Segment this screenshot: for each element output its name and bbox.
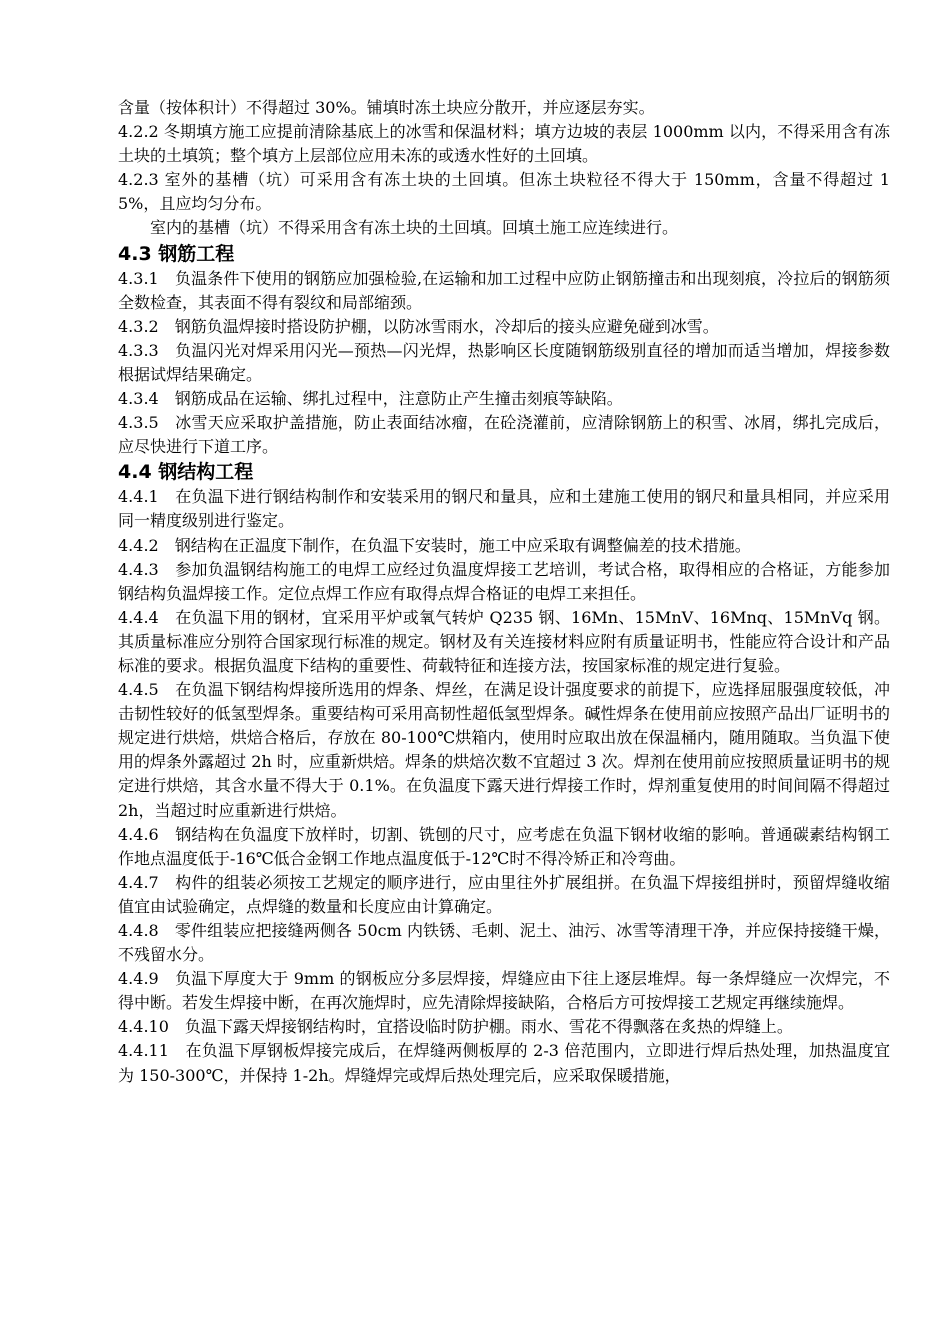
paragraph-4-4-6: 4.4.6 钢结构在负温度下放样时，切割、铣刨的尺寸，应考虑在负温下钢材收缩的影响。普通碳素结构钢工作地点温度低于-16℃低合金钢工作地点温度低于-12℃时不得冷矫正和冷弯曲。 — [118, 824, 890, 868]
document-page — [118, 96, 890, 1088]
paragraph-4-4-10: 4.4.10 负温下露天焊接钢结构时，宜搭设临时防护棚。雨水、雪花不得飘落在炙热的焊缝上。 — [118, 1017, 793, 1037]
paragraph-4-3-2: 4.3.2 钢筋负温焊接时搭设防护棚，以防冰雪雨水，冷却后的接头应避免碰到冰雪。 — [118, 316, 719, 336]
paragraph-4-4-9: 4.4.9 负温下厚度大于 9mm 的钢板应分多层焊接，焊缝应由下往上逐层堆焊。每一条焊缝应一次焊完，不得中断。若发生焊接中断，在再次施焊时，应先清除焊接缺陷，合格后方可按焊接工艺规定再继续施焊。 — [118, 969, 890, 1013]
paragraph-4-4-11: 4.4.11 在负温下厚钢板焊接完成后，在焊缝两侧板厚的 2-3 倍范围内，立即进行焊后热处理，加热温度宜为 150-300℃，并保持 1-2h。焊缝焊完或焊后热处理完后，应采取保暖措施， — [118, 1041, 890, 1085]
paragraph-4-4-2: 4.4.2 钢结构在正温度下制作，在负温下安装时，施工中应采取有调整偏差的技术措施。 — [118, 535, 751, 555]
paragraph-4-4-7: 4.4.7 构件的组装必须按工艺规定的顺序进行，应由里往外扩展组拼。在负温下焊接组拼时，预留焊缝收缩值宜由试验确定，点焊缝的数量和长度应由计算确定。 — [118, 872, 890, 916]
paragraph-4-4-5: 4.4.5 在负温下钢结构焊接所选用的焊条、焊丝，在满足设计强度要求的前提下，应选择屈服强度较低，冲击韧性较好的低氢型焊条。重要结构可采用高韧性超低氢型焊条。碱性焊条在使用前应按照产品出厂证明书的规定进行烘焙，烘焙合格后，存放在 80-100℃烘箱内，使用时应取出放在保温桶内，随用随取。当负温下使用的焊条外露超过 2h 时，应重新烘焙。焊条的烘焙次数不宜超过 3 次。焊剂在使用前应按照质量证明书的规定进行烘焙，其含水量不得大于 0.1%。在负温度下露天进行焊接工作时，焊剂重复使用的时间间隔不得超过 2h，当超过时应重新进行烘焙。 — [118, 680, 890, 820]
paragraph-4-4-4: 4.4.4 在负温下用的钢材，宜采用平炉或氧气转炉 Q235 钢、16Mn、15MnV、16Mnq、15MnVq 钢。其质量标准应分别符合国家现行标准的规定。钢材及有关连接材料应附有质量证明书，性能应符合设计和产品标准的要求。根据负温度下结构的重要性、荷载特征和连接方法，按国家标准的规定进行复验。 — [118, 607, 890, 675]
paragraph-4-3-3: 4.3.3 负温闪光对焊采用闪光—预热—闪光焊，热影响区长度随钢筋级别直径的增加而适当增加，焊接参数根据试焊结果确定。 — [118, 340, 890, 384]
paragraph-4-4-8: 4.4.8 零件组装应把接缝两侧各 50cm 内铁锈、毛刺、泥土、油污、冰雪等清理干净，并应保持接缝干燥，不残留水分。 — [118, 921, 890, 965]
paragraph-4-2-2: 4.2.2 冬期填方施工应提前清除基底上的冰雪和保温材料；填方边坡的表层 1000mm 以内，不得采用含有冻土块的土填筑；整个填方上层部位应用未冻的或透水性好的土回填。 — [118, 122, 890, 166]
paragraph-4-3-4: 4.3.4 钢筋成品在运输、绑扎过程中，注意防止产生撞击刻痕等缺陷。 — [118, 389, 623, 409]
paragraph-4-3-5: 4.3.5 冰雪天应采取护盖措施，防止表面结冰瘤，在砼浇灌前，应清除钢筋上的积雪、冰屑，绑扎完成后，应尽快进行下道工序。 — [118, 413, 890, 457]
section-heading-4-4: 4.4 钢结构工程 — [118, 461, 254, 484]
paragraph-4-4-3: 4.4.3 参加负温钢结构施工的电焊工应经过负温度焊接工艺培训，考试合格，取得相应的合格证，方能参加钢结构负温焊接工作。定位点焊工作应有取得点焊合格证的电焊工来担任。 — [118, 559, 890, 603]
paragraph-indoor-backfill: 室内的基槽（坑）不得采用含有冻土块的土回填。回填土施工应连续进行。 — [150, 218, 679, 238]
paragraph-continued: 含量（按体积计）不得超过 30%。铺填时冻土块应分散开，并应逐层夯实。 — [118, 98, 655, 117]
paragraph-4-2-3: 4.2.3 室外的基槽（坑）可采用含有冻土块的土回填。但冻土块粒径不得大于 150mm，含量不得超过 15%，且应均匀分布。 — [118, 170, 890, 214]
section-heading-4-3: 4.3 钢筋工程 — [118, 242, 235, 265]
paragraph-4-4-1: 4.4.1 在负温下进行钢结构制作和安装采用的钢尺和量具，应和土建施工使用的钢尺和量具相同，并应采用同一精度级别进行鉴定。 — [118, 487, 890, 531]
paragraph-4-3-1: 4.3.1 负温条件下使用的钢筋应加强检验,在运输和加工过程中应防止钢筋撞击和出现刻痕，冷拉后的钢筋须全数检查，其表面不得有裂纹和局部缩颈。 — [118, 268, 890, 312]
